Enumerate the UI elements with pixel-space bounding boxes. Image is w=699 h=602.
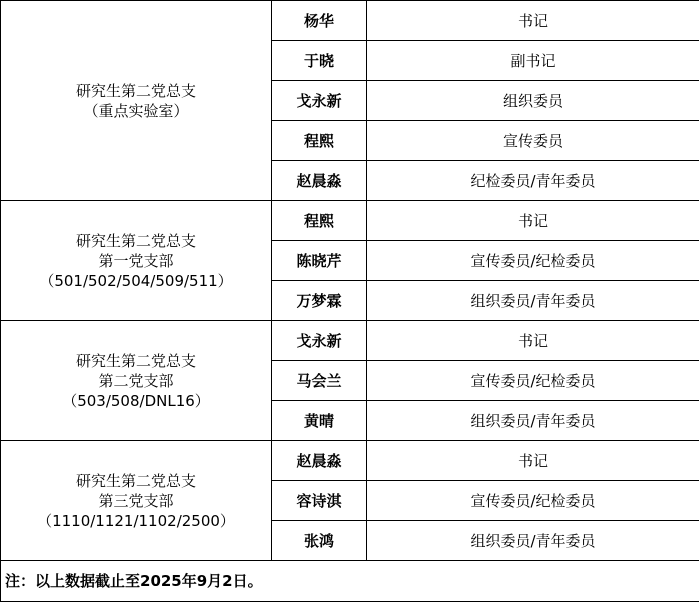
member-name: 戈永新: [272, 321, 367, 361]
branch-cell: [1, 441, 272, 561]
branch-subtitle: （重点实验室）: [83, 101, 189, 120]
branch-name: 研究生第二党总支: [75, 351, 196, 370]
member-role: 宣传委员/纪检委员: [367, 361, 699, 401]
member-name: 赵晨淼: [272, 161, 367, 201]
member-role: 宣传委员/纪检委员: [367, 481, 699, 521]
branch-cell: [1, 1, 272, 201]
branch-name: 研究生第二党总支: [75, 81, 196, 100]
note-row: [1, 561, 699, 602]
member-name: 陈晓芹: [272, 241, 367, 281]
member-name: 赵晨淼: [272, 441, 367, 481]
branch-subname: 第一党支部: [98, 251, 174, 270]
table-row: [1, 321, 699, 361]
member-role: 宣传委员/纪检委员: [367, 241, 699, 281]
member-role: 组织委员/青年委员: [367, 281, 699, 321]
member-role: 副书记: [367, 41, 699, 81]
branch-subname: 第二党支部: [98, 371, 174, 390]
member-name: 程熙: [272, 121, 367, 161]
member-role: 书记: [367, 441, 699, 481]
table-row: [1, 1, 699, 41]
member-name: 杨华: [272, 1, 367, 41]
member-name: 程熙: [272, 201, 367, 241]
member-role: 书记: [367, 201, 699, 241]
branch-cell: [1, 201, 272, 321]
member-role: 组织委员/青年委员: [367, 401, 699, 441]
branch-rooms: （503/508/DNL16）: [62, 391, 210, 410]
footnote: 注：以上数据截止至2025年9月2日。: [1, 561, 699, 602]
member-role: 宣传委员: [367, 121, 699, 161]
member-name: 马会兰: [272, 361, 367, 401]
table-row: [1, 441, 699, 481]
member-role: 书记: [367, 1, 699, 41]
member-name: 万梦霖: [272, 281, 367, 321]
member-name: 戈永新: [272, 81, 367, 121]
member-name: 张鸿: [272, 521, 367, 561]
branch-name: 研究生第二党总支: [75, 231, 196, 250]
branch-rooms: （501/502/504/509/511）: [39, 271, 233, 290]
member-name: 容诗淇: [272, 481, 367, 521]
member-role: 书记: [367, 321, 699, 361]
member-name: 于晓: [272, 41, 367, 81]
branch-name: 研究生第二党总支: [75, 471, 196, 490]
member-role: 纪检委员/青年委员: [367, 161, 699, 201]
member-name: 黄晴: [272, 401, 367, 441]
branch-subname: 第三党支部: [98, 491, 174, 510]
table-row: [1, 201, 699, 241]
branch-cell: [1, 321, 272, 441]
member-role: 组织委员/青年委员: [367, 521, 699, 561]
branch-rooms: （1110/1121/1102/2500）: [37, 511, 235, 530]
member-role: 组织委员: [367, 81, 699, 121]
